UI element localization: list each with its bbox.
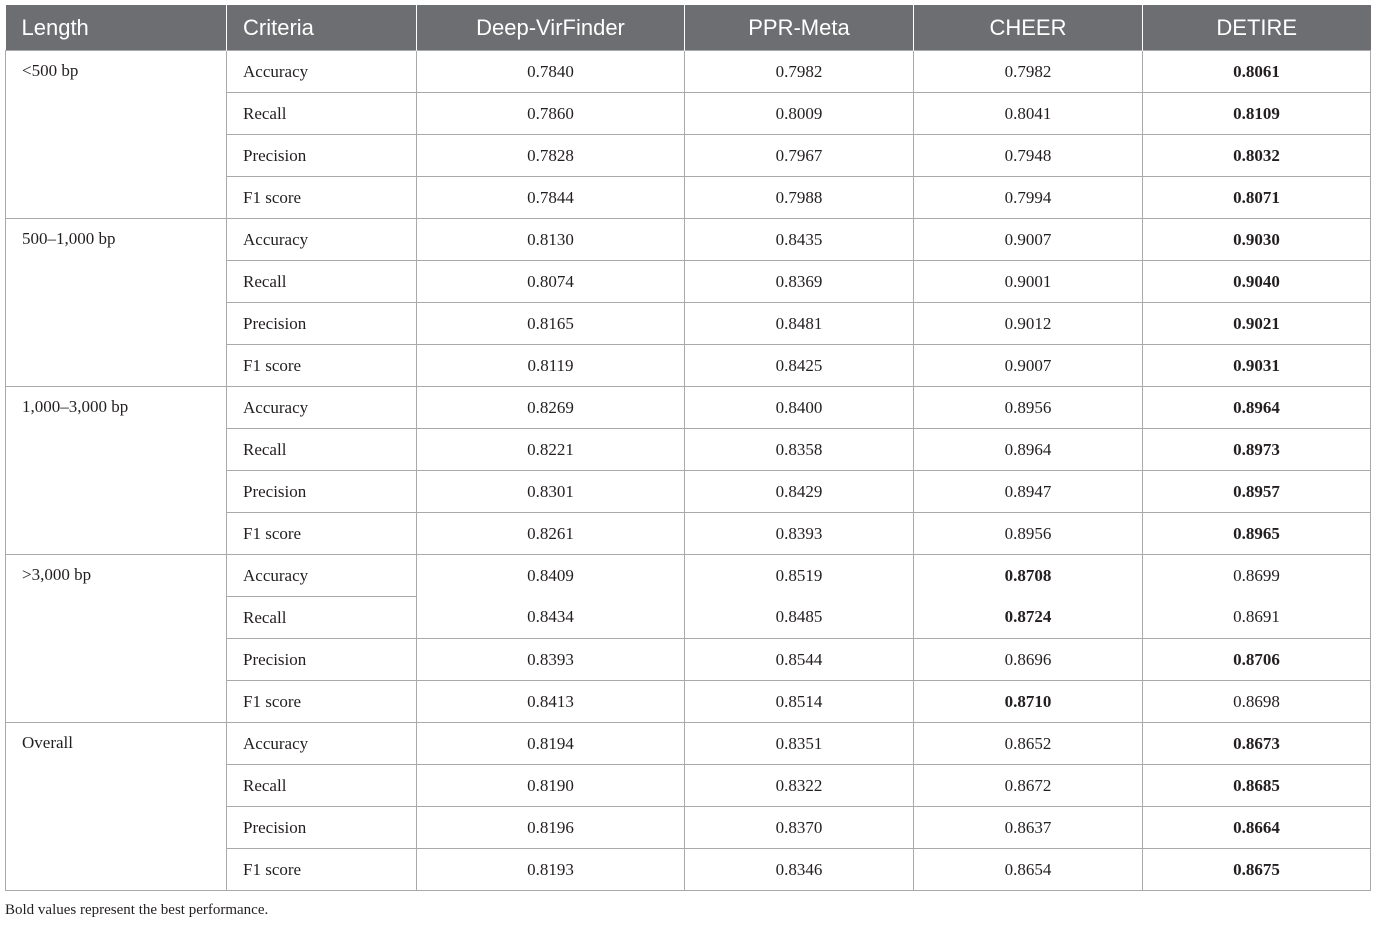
deep-virfinder-value: 0.8119 — [417, 345, 685, 387]
deep-virfinder-value: 0.8413 — [417, 681, 685, 723]
deep-virfinder-value: 0.8434 — [417, 597, 685, 639]
detire-value: 0.9031 — [1143, 345, 1371, 387]
cheer-value: 0.8956 — [914, 513, 1143, 555]
header-cheer: CHEER — [914, 5, 1143, 51]
cheer-value: 0.8652 — [914, 723, 1143, 765]
deep-virfinder-value: 0.8261 — [417, 513, 685, 555]
table-row — [6, 387, 1371, 429]
cheer-value: 0.8708 — [914, 555, 1143, 597]
deep-virfinder-value: 0.8193 — [417, 849, 685, 891]
ppr-meta-value: 0.7967 — [685, 135, 914, 177]
deep-virfinder-value: 0.8074 — [417, 261, 685, 303]
criteria-cell: Recall — [227, 429, 417, 471]
deep-virfinder-value: 0.7844 — [417, 177, 685, 219]
deep-virfinder-value: 0.8221 — [417, 429, 685, 471]
criteria-cell: Precision — [227, 471, 417, 513]
length-group-label: Overall — [6, 723, 227, 891]
ppr-meta-value: 0.8351 — [685, 723, 914, 765]
deep-virfinder-value: 0.8393 — [417, 639, 685, 681]
header-criteria: Criteria — [227, 5, 417, 51]
ppr-meta-value: 0.8322 — [685, 765, 914, 807]
length-group-label: 500–1,000 bp — [6, 219, 227, 387]
table-row — [6, 51, 1371, 93]
detire-value: 0.8664 — [1143, 807, 1371, 849]
detire-value: 0.8698 — [1143, 681, 1371, 723]
cheer-value: 0.7994 — [914, 177, 1143, 219]
cheer-value: 0.8672 — [914, 765, 1143, 807]
ppr-meta-value: 0.8429 — [685, 471, 914, 513]
criteria-cell: Accuracy — [227, 387, 417, 429]
table-footnote: Bold values represent the best performance. — [5, 902, 269, 918]
ppr-meta-value: 0.8369 — [685, 261, 914, 303]
detire-value: 0.8691 — [1143, 597, 1371, 639]
deep-virfinder-value: 0.7860 — [417, 93, 685, 135]
criteria-cell: Recall — [227, 765, 417, 807]
ppr-meta-value: 0.8358 — [685, 429, 914, 471]
ppr-meta-value: 0.7982 — [685, 51, 914, 93]
header-deep-virfinder: Deep-VirFinder — [417, 5, 685, 51]
ppr-meta-value: 0.8425 — [685, 345, 914, 387]
length-group-label: >3,000 bp — [6, 555, 227, 723]
deep-virfinder-value: 0.8190 — [417, 765, 685, 807]
cheer-value: 0.8964 — [914, 429, 1143, 471]
deep-virfinder-value: 0.8196 — [417, 807, 685, 849]
deep-virfinder-value: 0.7840 — [417, 51, 685, 93]
ppr-meta-value: 0.8370 — [685, 807, 914, 849]
cheer-value: 0.8637 — [914, 807, 1143, 849]
criteria-cell: F1 score — [227, 681, 417, 723]
ppr-meta-value: 0.7988 — [685, 177, 914, 219]
cheer-value: 0.9007 — [914, 219, 1143, 261]
ppr-meta-value: 0.8393 — [685, 513, 914, 555]
detire-value: 0.8965 — [1143, 513, 1371, 555]
cheer-value: 0.9001 — [914, 261, 1143, 303]
detire-value: 0.8675 — [1143, 849, 1371, 891]
deep-virfinder-value: 0.8269 — [417, 387, 685, 429]
detire-value: 0.8109 — [1143, 93, 1371, 135]
header-length: Length — [6, 5, 227, 51]
deep-virfinder-value: 0.8130 — [417, 219, 685, 261]
detire-value: 0.8032 — [1143, 135, 1371, 177]
results-table — [5, 5, 1371, 891]
ppr-meta-value: 0.8485 — [685, 597, 914, 639]
table-body — [6, 51, 1371, 891]
criteria-cell: Recall — [227, 261, 417, 303]
criteria-cell: Precision — [227, 807, 417, 849]
criteria-cell: Accuracy — [227, 51, 417, 93]
ppr-meta-value: 0.8481 — [685, 303, 914, 345]
cheer-value: 0.8654 — [914, 849, 1143, 891]
criteria-cell: Precision — [227, 303, 417, 345]
deep-virfinder-value: 0.8409 — [417, 555, 685, 597]
ppr-meta-value: 0.8009 — [685, 93, 914, 135]
criteria-cell: F1 score — [227, 513, 417, 555]
detire-value: 0.9021 — [1143, 303, 1371, 345]
cheer-value: 0.8041 — [914, 93, 1143, 135]
cheer-value: 0.8947 — [914, 471, 1143, 513]
detire-value: 0.8706 — [1143, 639, 1371, 681]
table-row — [6, 723, 1371, 765]
length-group-label: 1,000–3,000 bp — [6, 387, 227, 555]
deep-virfinder-value: 0.7828 — [417, 135, 685, 177]
cheer-value: 0.7948 — [914, 135, 1143, 177]
header-ppr-meta: PPR-Meta — [685, 5, 914, 51]
cheer-value: 0.7982 — [914, 51, 1143, 93]
length-group-label: <500 bp — [6, 51, 227, 219]
cheer-value: 0.8696 — [914, 639, 1143, 681]
criteria-cell: Accuracy — [227, 219, 417, 261]
cheer-value: 0.9007 — [914, 345, 1143, 387]
ppr-meta-value: 0.8400 — [685, 387, 914, 429]
criteria-cell: Accuracy — [227, 723, 417, 765]
cheer-value: 0.8724 — [914, 597, 1143, 639]
criteria-cell: Precision — [227, 135, 417, 177]
detire-value: 0.8957 — [1143, 471, 1371, 513]
ppr-meta-value: 0.8435 — [685, 219, 914, 261]
detire-value: 0.8685 — [1143, 765, 1371, 807]
table-row — [6, 219, 1371, 261]
detire-value: 0.8973 — [1143, 429, 1371, 471]
detire-value: 0.8964 — [1143, 387, 1371, 429]
cheer-value: 0.8956 — [914, 387, 1143, 429]
detire-value: 0.9040 — [1143, 261, 1371, 303]
criteria-cell: Accuracy — [227, 555, 417, 597]
cheer-value: 0.8710 — [914, 681, 1143, 723]
criteria-cell: Recall — [227, 597, 417, 639]
header-detire: DETIRE — [1143, 5, 1371, 51]
deep-virfinder-value: 0.8301 — [417, 471, 685, 513]
criteria-cell: Precision — [227, 639, 417, 681]
table-row — [6, 555, 1371, 597]
detire-value: 0.9030 — [1143, 219, 1371, 261]
deep-virfinder-value: 0.8165 — [417, 303, 685, 345]
criteria-cell: F1 score — [227, 177, 417, 219]
deep-virfinder-value: 0.8194 — [417, 723, 685, 765]
criteria-cell: F1 score — [227, 345, 417, 387]
criteria-cell: F1 score — [227, 849, 417, 891]
ppr-meta-value: 0.8519 — [685, 555, 914, 597]
detire-value: 0.8699 — [1143, 555, 1371, 597]
ppr-meta-value: 0.8514 — [685, 681, 914, 723]
detire-value: 0.8673 — [1143, 723, 1371, 765]
header-row — [6, 5, 1371, 51]
detire-value: 0.8071 — [1143, 177, 1371, 219]
cheer-value: 0.9012 — [914, 303, 1143, 345]
ppr-meta-value: 0.8544 — [685, 639, 914, 681]
detire-value: 0.8061 — [1143, 51, 1371, 93]
ppr-meta-value: 0.8346 — [685, 849, 914, 891]
criteria-cell: Recall — [227, 93, 417, 135]
